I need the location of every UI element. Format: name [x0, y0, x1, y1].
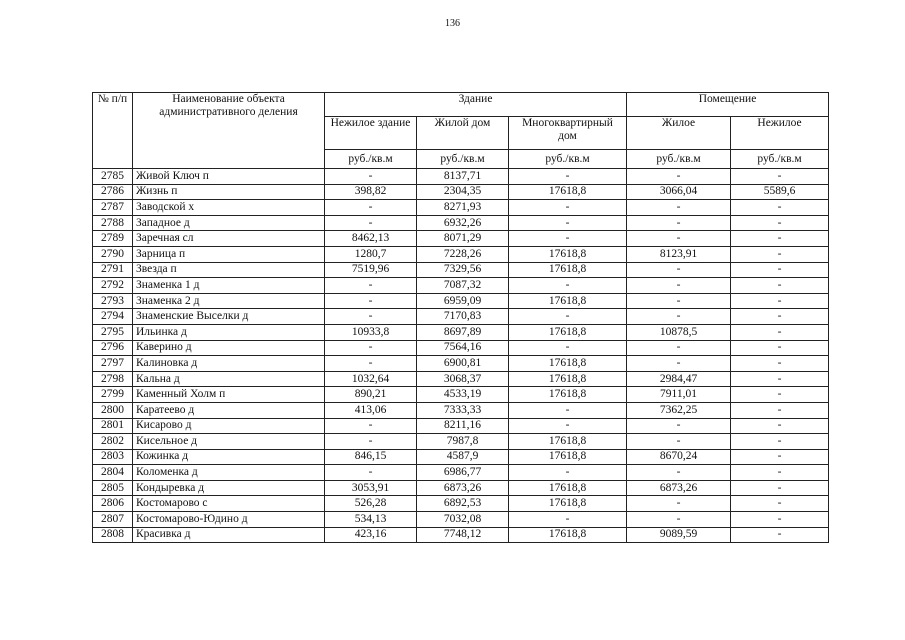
apartment-building-value: 17618,8	[509, 246, 627, 262]
residential-premise-value: 10878,5	[627, 324, 731, 340]
row-number: 2803	[93, 449, 133, 465]
object-name: Живой Ключ п	[133, 169, 325, 185]
row-number: 2808	[93, 527, 133, 543]
row-number: 2791	[93, 262, 133, 278]
nonresidential-premise-value: 5589,6	[731, 184, 829, 200]
apartment-building-value: 17618,8	[509, 527, 627, 543]
nonresidential-premise-value: -	[731, 169, 829, 185]
residential-house-value: 4533,19	[417, 387, 509, 403]
nonresidential-building-value: 8462,13	[325, 231, 417, 247]
residential-house-value: 6900,81	[417, 356, 509, 372]
nonresidential-premise-value: -	[731, 434, 829, 450]
residential-premise-value: 7911,01	[627, 387, 731, 403]
table-row	[93, 512, 829, 528]
apartment-building-value: -	[509, 169, 627, 185]
nonresidential-premise-value: -	[731, 356, 829, 372]
nonresidential-building-value: 7519,96	[325, 262, 417, 278]
residential-premise-value: 9089,59	[627, 527, 731, 543]
residential-premise-value: -	[627, 278, 731, 294]
apartment-building-value: 17618,8	[509, 434, 627, 450]
nonresidential-premise-value: -	[731, 278, 829, 294]
nonresidential-building-value: 534,13	[325, 512, 417, 528]
unit-label: руб./кв.м	[731, 150, 829, 169]
table-row	[93, 434, 829, 450]
object-name: Каверино д	[133, 340, 325, 356]
residential-premise-value: -	[627, 418, 731, 434]
apartment-building-value: -	[509, 309, 627, 325]
table-row	[93, 340, 829, 356]
nonresidential-premise-value: -	[731, 402, 829, 418]
nonresidential-premise-value: -	[731, 293, 829, 309]
residential-house-value: 8137,71	[417, 169, 509, 185]
table-row	[93, 324, 829, 340]
apartment-building-value: -	[509, 512, 627, 528]
residential-house-value: 7333,33	[417, 402, 509, 418]
table-row	[93, 402, 829, 418]
residential-premise-value: -	[627, 356, 731, 372]
row-number: 2798	[93, 371, 133, 387]
apartment-building-value: -	[509, 418, 627, 434]
nonresidential-premise-value: -	[731, 465, 829, 481]
row-number: 2790	[93, 246, 133, 262]
table-row	[93, 480, 829, 496]
nonresidential-premise-value: -	[731, 371, 829, 387]
nonresidential-premise-value: -	[731, 387, 829, 403]
residential-premise-value: -	[627, 262, 731, 278]
apartment-building-value: 17618,8	[509, 496, 627, 512]
nonresidential-premise-value: -	[731, 449, 829, 465]
nonresidential-premise-value: -	[731, 340, 829, 356]
apartment-building-value: -	[509, 231, 627, 247]
table-row	[93, 169, 829, 185]
object-name: Костомарово с	[133, 496, 325, 512]
nonresidential-building-value: 846,15	[325, 449, 417, 465]
header-residential-premise: Жилое	[627, 117, 731, 150]
object-name: Костомарово-Юдино д	[133, 512, 325, 528]
row-number: 2789	[93, 231, 133, 247]
residential-house-value: 8071,29	[417, 231, 509, 247]
residential-house-value: 3068,37	[417, 371, 509, 387]
header-nonresidential-building: Нежилое здание	[325, 117, 417, 150]
apartment-building-value: 17618,8	[509, 262, 627, 278]
apartment-building-value: -	[509, 215, 627, 231]
unit-label: руб./кв.м	[627, 150, 731, 169]
unit-label: руб./кв.м	[417, 150, 509, 169]
nonresidential-premise-value: -	[731, 496, 829, 512]
nonresidential-building-value: 1032,64	[325, 371, 417, 387]
row-number: 2785	[93, 169, 133, 185]
object-name: Каратеево д	[133, 402, 325, 418]
table-row	[93, 418, 829, 434]
row-number: 2795	[93, 324, 133, 340]
nonresidential-building-value: -	[325, 215, 417, 231]
table-row	[93, 262, 829, 278]
header-premises-group: Помещение	[627, 93, 829, 117]
row-number: 2797	[93, 356, 133, 372]
apartment-building-value: -	[509, 200, 627, 216]
residential-house-value: 6959,09	[417, 293, 509, 309]
object-name: Зарница п	[133, 246, 325, 262]
table-row	[93, 278, 829, 294]
row-number: 2792	[93, 278, 133, 294]
apartment-building-value: -	[509, 340, 627, 356]
row-number: 2799	[93, 387, 133, 403]
table-row	[93, 387, 829, 403]
residential-house-value: 7170,83	[417, 309, 509, 325]
residential-house-value: 6986,77	[417, 465, 509, 481]
row-number: 2796	[93, 340, 133, 356]
object-name: Знаменка 1 д	[133, 278, 325, 294]
residential-house-value: 7987,8	[417, 434, 509, 450]
row-number: 2805	[93, 480, 133, 496]
object-name: Знаменские Выселки д	[133, 309, 325, 325]
nonresidential-premise-value: -	[731, 200, 829, 216]
cadastral-value-table	[92, 92, 829, 543]
row-number: 2788	[93, 215, 133, 231]
residential-house-value: 4587,9	[417, 449, 509, 465]
table-row	[93, 215, 829, 231]
nonresidential-building-value: 10933,8	[325, 324, 417, 340]
nonresidential-building-value: -	[325, 169, 417, 185]
object-name: Красивка д	[133, 527, 325, 543]
row-number: 2804	[93, 465, 133, 481]
unit-label: руб./кв.м	[509, 150, 627, 169]
residential-premise-value: 7362,25	[627, 402, 731, 418]
table-body	[93, 169, 829, 543]
row-number: 2786	[93, 184, 133, 200]
nonresidential-premise-value: -	[731, 246, 829, 262]
nonresidential-premise-value: -	[731, 215, 829, 231]
header-nonresidential-premise: Нежилое	[731, 117, 829, 150]
nonresidential-building-value: 413,06	[325, 402, 417, 418]
table-row	[93, 496, 829, 512]
nonresidential-building-value: -	[325, 356, 417, 372]
table-row	[93, 200, 829, 216]
table-row	[93, 527, 829, 543]
nonresidential-building-value: -	[325, 340, 417, 356]
residential-premise-value: -	[627, 340, 731, 356]
unit-label: руб./кв.м	[325, 150, 417, 169]
object-name: Кисарово д	[133, 418, 325, 434]
nonresidential-building-value: 3053,91	[325, 480, 417, 496]
apartment-building-value: -	[509, 465, 627, 481]
header-residential-house: Жилой дом	[417, 117, 509, 150]
nonresidential-building-value: -	[325, 293, 417, 309]
nonresidential-building-value: 398,82	[325, 184, 417, 200]
apartment-building-value: 17618,8	[509, 324, 627, 340]
object-name: Коломенка д	[133, 465, 325, 481]
residential-premise-value: 3066,04	[627, 184, 731, 200]
object-name: Звезда п	[133, 262, 325, 278]
header-apartment-building: Многоквартирный дом	[509, 117, 627, 150]
nonresidential-premise-value: -	[731, 527, 829, 543]
row-number: 2793	[93, 293, 133, 309]
apartment-building-value: 17618,8	[509, 387, 627, 403]
table-row	[93, 246, 829, 262]
residential-house-value: 6932,26	[417, 215, 509, 231]
residential-premise-value: 6873,26	[627, 480, 731, 496]
object-name: Кальна д	[133, 371, 325, 387]
nonresidential-premise-value: -	[731, 512, 829, 528]
apartment-building-value: -	[509, 402, 627, 418]
nonresidential-building-value: -	[325, 465, 417, 481]
apartment-building-value: 17618,8	[509, 356, 627, 372]
residential-premise-value: -	[627, 465, 731, 481]
nonresidential-building-value: 1280,7	[325, 246, 417, 262]
header-object-name: Наименование объекта административного деления	[133, 93, 325, 169]
nonresidential-premise-value: -	[731, 418, 829, 434]
residential-premise-value: -	[627, 231, 731, 247]
object-name: Заводской х	[133, 200, 325, 216]
row-number: 2794	[93, 309, 133, 325]
nonresidential-premise-value: -	[731, 324, 829, 340]
residential-premise-value: 2984,47	[627, 371, 731, 387]
apartment-building-value: 17618,8	[509, 371, 627, 387]
residential-premise-value: -	[627, 169, 731, 185]
object-name: Западное д	[133, 215, 325, 231]
header-number: № п/п	[93, 93, 133, 169]
nonresidential-premise-value: -	[731, 262, 829, 278]
table-row	[93, 231, 829, 247]
row-number: 2806	[93, 496, 133, 512]
apartment-building-value: 17618,8	[509, 449, 627, 465]
nonresidential-building-value: -	[325, 309, 417, 325]
nonresidential-building-value: -	[325, 278, 417, 294]
nonresidential-building-value: -	[325, 200, 417, 216]
nonresidential-premise-value: -	[731, 309, 829, 325]
residential-house-value: 6892,53	[417, 496, 509, 512]
table-row	[93, 184, 829, 200]
row-number: 2800	[93, 402, 133, 418]
table-row	[93, 293, 829, 309]
apartment-building-value: 17618,8	[509, 184, 627, 200]
residential-house-value: 2304,35	[417, 184, 509, 200]
residential-premise-value: -	[627, 200, 731, 216]
residential-premise-value: -	[627, 496, 731, 512]
residential-premise-value: -	[627, 293, 731, 309]
row-number: 2802	[93, 434, 133, 450]
table-row	[93, 465, 829, 481]
row-number: 2807	[93, 512, 133, 528]
nonresidential-building-value: 423,16	[325, 527, 417, 543]
residential-house-value: 8271,93	[417, 200, 509, 216]
object-name: Ильинка д	[133, 324, 325, 340]
nonresidential-building-value: -	[325, 418, 417, 434]
residential-premise-value: -	[627, 215, 731, 231]
residential-house-value: 8697,89	[417, 324, 509, 340]
apartment-building-value: 17618,8	[509, 480, 627, 496]
residential-premise-value: 8123,91	[627, 246, 731, 262]
residential-house-value: 7228,26	[417, 246, 509, 262]
apartment-building-value: 17618,8	[509, 293, 627, 309]
row-number: 2787	[93, 200, 133, 216]
nonresidential-building-value: 890,21	[325, 387, 417, 403]
nonresidential-premise-value: -	[731, 231, 829, 247]
residential-premise-value: -	[627, 434, 731, 450]
residential-house-value: 7748,12	[417, 527, 509, 543]
table-row	[93, 356, 829, 372]
header-building-group: Здание	[325, 93, 627, 117]
object-name: Жизнь п	[133, 184, 325, 200]
residential-house-value: 7087,32	[417, 278, 509, 294]
object-name: Кисельное д	[133, 434, 325, 450]
object-name: Калиновка д	[133, 356, 325, 372]
table-row	[93, 449, 829, 465]
residential-premise-value: -	[627, 512, 731, 528]
table-row	[93, 371, 829, 387]
nonresidential-building-value: -	[325, 434, 417, 450]
nonresidential-building-value: 526,28	[325, 496, 417, 512]
object-name: Каменный Холм п	[133, 387, 325, 403]
row-number: 2801	[93, 418, 133, 434]
residential-house-value: 7564,16	[417, 340, 509, 356]
residential-house-value: 7032,08	[417, 512, 509, 528]
residential-premise-value: 8670,24	[627, 449, 731, 465]
table-header	[93, 93, 829, 169]
residential-house-value: 6873,26	[417, 480, 509, 496]
apartment-building-value: -	[509, 278, 627, 294]
residential-premise-value: -	[627, 309, 731, 325]
object-name: Кожинка д	[133, 449, 325, 465]
residential-house-value: 8211,16	[417, 418, 509, 434]
page-number: 136	[445, 18, 460, 29]
residential-house-value: 7329,56	[417, 262, 509, 278]
table-row	[93, 309, 829, 325]
object-name: Заречная сл	[133, 231, 325, 247]
nonresidential-premise-value: -	[731, 480, 829, 496]
object-name: Знаменка 2 д	[133, 293, 325, 309]
object-name: Кондыревка д	[133, 480, 325, 496]
